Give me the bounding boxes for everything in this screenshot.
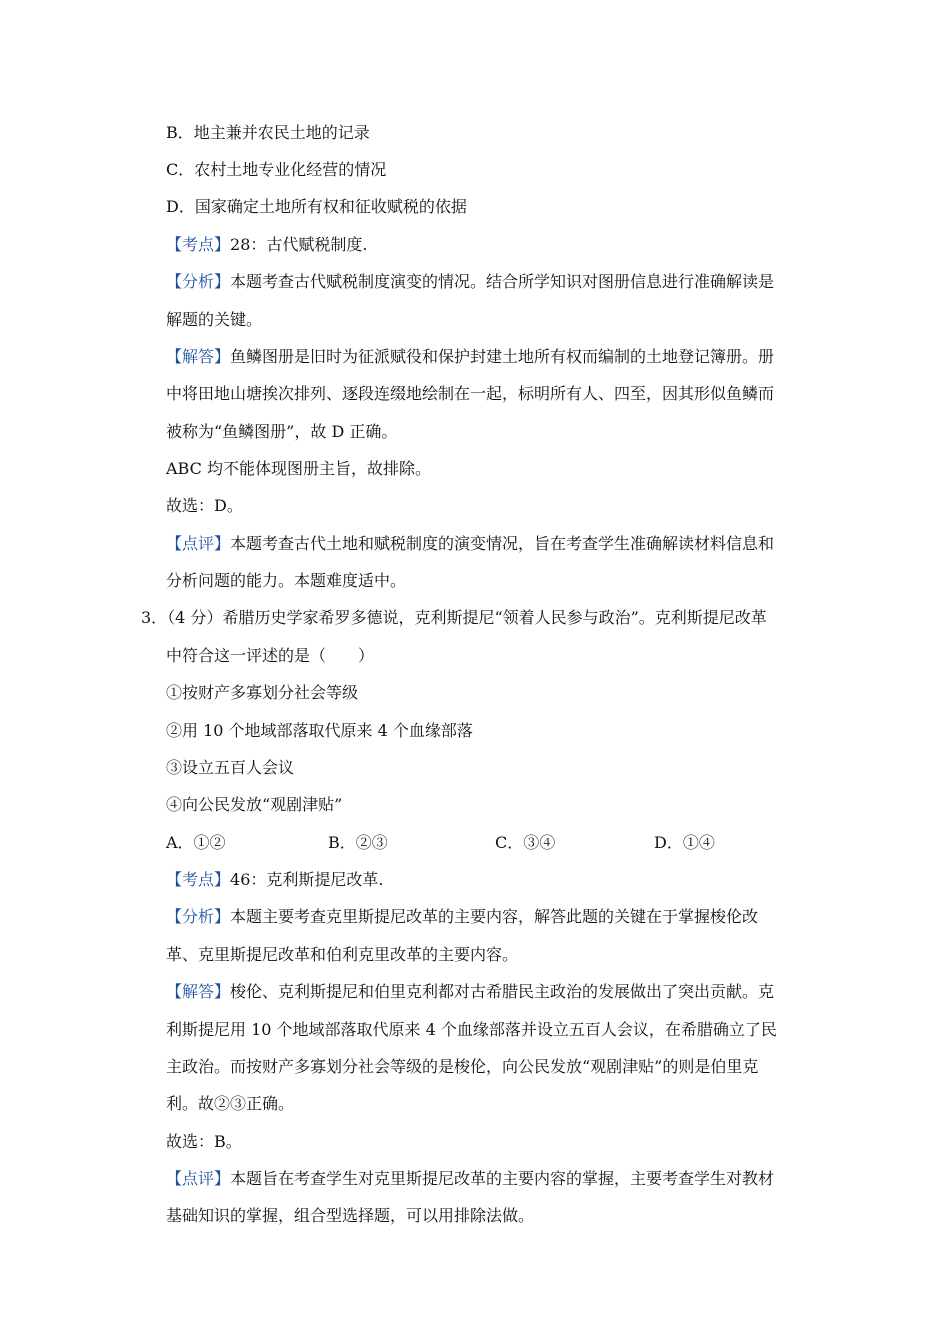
q3-jieda-cont-1: 利斯提尼用 10 个地域部落取代原来 4 个血缘部落并设立五百人会议，在希腊确立了民 [166, 1020, 777, 1039]
q2-dianping-cont: 分析问题的能力。本题难度适中。 [166, 571, 407, 590]
fenxi-tag: 【分析】 [166, 907, 231, 926]
jieda-text: 鱼鳞图册是旧时为征派赋役和保护封建土地所有权而编制的土地登记簿册。册 [230, 347, 775, 366]
q3-dianping [166, 1169, 774, 1189]
q3-dianping-cont: 基础知识的掌握，组合型选择题，可以用排除法做。 [166, 1206, 535, 1225]
q3-item-3: ③设立五百人会议 [166, 758, 295, 777]
q3-stem-cont: 中符合这一评述的是（ ） [166, 646, 375, 665]
fenxi-text: 本题考查古代赋税制度演变的情况。结合所学知识对图册信息进行准确解读是 [230, 272, 775, 291]
jieda-text: 梭伦、克利斯提尼和伯里克利都对古希腊民主政治的发展做出了突出贡献。克 [230, 982, 775, 1001]
fenxi-tag: 【分析】 [166, 272, 231, 291]
q3-item-2: ②用 10 个地域部落取代原来 4 个血缘部落 [166, 721, 473, 740]
q2-jieda-cont-1: 中将田地山塘挨次排列、逐段连缀地绘制在一起，标明所有人、四至，因其形似鱼鳞而 [166, 384, 775, 403]
choice-a: A．①② [166, 833, 226, 852]
q3-jieda-cont-3: 利。故②③正确。 [166, 1094, 295, 1113]
kaodian-text: 46：克利斯提尼改革. [230, 870, 384, 889]
dianping-text: 本题旨在考查学生对克里斯提尼改革的主要内容的掌握，主要考查学生对教材 [230, 1169, 775, 1188]
q3-answer: 故选：B。 [166, 1132, 242, 1151]
q3-jieda [166, 982, 774, 1002]
q3-stem: 3．（4 分）希腊历史学家希罗多德说，克利斯提尼“领着人民参与政治”。克利斯提尼改革 [141, 608, 767, 627]
q3-item-4: ④向公民发放“观剧津贴” [166, 795, 343, 814]
kaodian-tag: 【考点】 [166, 870, 231, 889]
option-b: B．地主兼并农民土地的记录 [166, 123, 370, 142]
option-c: C．农村土地专业化经营的情况 [166, 160, 387, 179]
dianping-text: 本题考查古代土地和赋税制度的演变情况，旨在考查学生准确解读材料信息和 [230, 534, 775, 553]
q2-dianping [166, 534, 774, 554]
q3-fenxi-cont: 革、克里斯提尼改革和伯利克里改革的主要内容。 [166, 945, 519, 964]
q2-fenxi [166, 272, 774, 292]
kaodian-tag: 【考点】 [166, 235, 231, 254]
q2-jieda [166, 347, 774, 367]
fenxi-text: 本题主要考查克里斯提尼改革的主要内容，解答此题的关键在于掌握梭伦改 [230, 907, 759, 926]
q2-jieda-cont-3: ABC 均不能体现图册主旨，故排除。 [166, 459, 431, 478]
choice-b: B．②③ [328, 833, 388, 852]
jieda-tag: 【解答】 [166, 982, 231, 1001]
q2-answer: 故选：D。 [166, 496, 243, 515]
q3-kaodian [166, 870, 383, 890]
dianping-tag: 【点评】 [166, 1169, 231, 1188]
q3-fenxi [166, 907, 758, 927]
dianping-tag: 【点评】 [166, 534, 231, 553]
q3-item-1: ①按财产多寡划分社会等级 [166, 683, 359, 702]
kaodian-text: 28：古代赋税制度. [230, 235, 368, 254]
q2-jieda-cont-2: 被称为“鱼鳞图册”，故 D 正确。 [166, 422, 398, 441]
q2-kaodian [166, 235, 367, 255]
q2-fenxi-cont: 解题的关键。 [166, 310, 263, 329]
choice-d: D．①④ [654, 833, 715, 852]
jieda-tag: 【解答】 [166, 347, 231, 366]
option-d: D．国家确定土地所有权和征收赋税的依据 [166, 197, 467, 216]
q3-jieda-cont-2: 主政治。而按财产多寡划分社会等级的是梭伦，向公民发放“观剧津贴”的则是伯里克 [166, 1057, 759, 1076]
choice-c: C．③④ [495, 833, 556, 852]
